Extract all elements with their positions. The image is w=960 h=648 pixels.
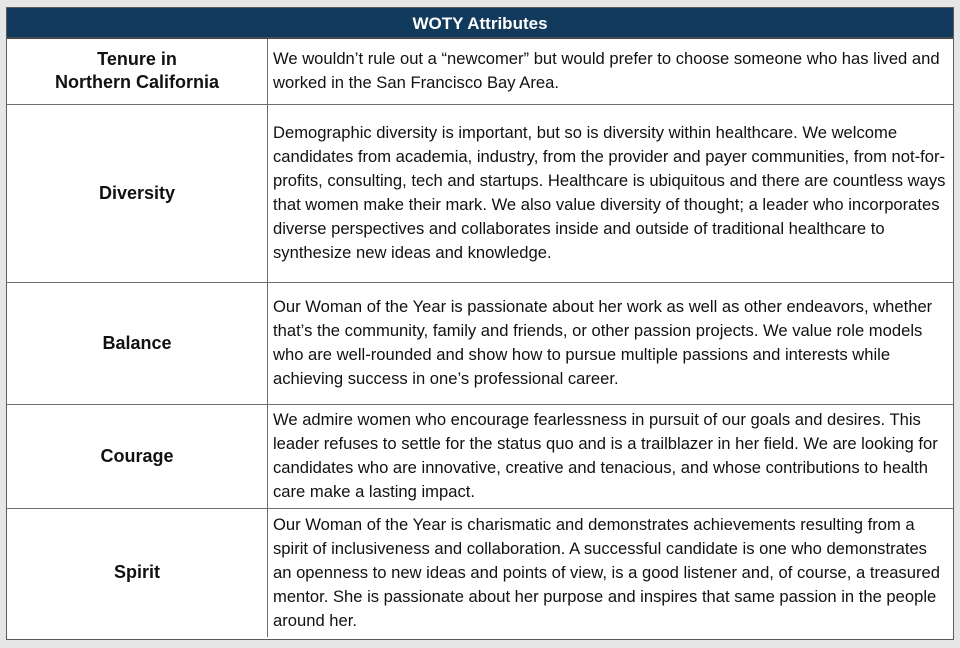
attribute-name-line: Courage bbox=[100, 445, 174, 466]
attribute-name-cell bbox=[7, 39, 268, 104]
attribute-name-line: Northern California bbox=[54, 72, 219, 93]
table-row-diversity bbox=[7, 104, 953, 282]
attribute-description: We wouldn’t rule out a “newcomer” but would prefer to choose someone who has lived and worked in the San Francisco Bay Area. bbox=[268, 39, 954, 104]
attribute-name-cell bbox=[7, 104, 268, 282]
table-row-spirit bbox=[7, 508, 953, 637]
attribute-name-line: Balance bbox=[102, 332, 172, 353]
table-row-balance bbox=[7, 282, 953, 404]
attribute-name-line: Tenure in bbox=[97, 49, 177, 70]
attribute-name-line: Diversity bbox=[98, 182, 176, 203]
attribute-name-line: Spirit bbox=[113, 562, 160, 583]
attribute-description: We admire women who encourage fearlessness in pursuit of our goals and desires. This leader refuses to settle for the status quo and is a trailblazer in her field. We are looking for candidates who are innovative, creative and tenacious, and whose contributions to health care make a lasting impact. bbox=[268, 404, 954, 508]
attribute-name-cell bbox=[7, 282, 268, 404]
attribute-name-cell bbox=[7, 404, 268, 508]
attribute-description: Demographic diversity is important, but so is diversity within healthcare. We welcome candidates from academia, industry, from the provider and payer communities, from not-for-profits, consulting, tech and startups. Healthcare is ubiquitous and there are countless ways that women make their mark. We also value diversity of thought; a leader who incorporates diverse perspectives and collaborates inside and outside of traditional healthcare to synthesize new ideas and knowledge. bbox=[268, 104, 954, 282]
attributes-table-container bbox=[6, 7, 954, 640]
table-row-tenure bbox=[7, 39, 953, 104]
attribute-description: Our Woman of the Year is passionate about her work as well as other endeavors, whether that’s the community, family and friends, or other passion projects. We value role models who are well-rounded and show how to pursue multiple passions and interests while achieving success in one’s professional career. bbox=[268, 282, 954, 404]
table-row-courage bbox=[7, 404, 953, 508]
attributes-table bbox=[7, 39, 953, 637]
attribute-name-cell bbox=[7, 508, 268, 637]
table-title: WOTY Attributes bbox=[7, 8, 953, 39]
attribute-description: Our Woman of the Year is charismatic and demonstrates achievements resulting from a spirit of inclusiveness and collaboration. A successful candidate is one who demonstrates an openness to new ideas and points of view, is a good listener and, of course, a treasured mentor. She is passionate about her purpose and inspires that same passion in the people around her. bbox=[268, 508, 954, 637]
